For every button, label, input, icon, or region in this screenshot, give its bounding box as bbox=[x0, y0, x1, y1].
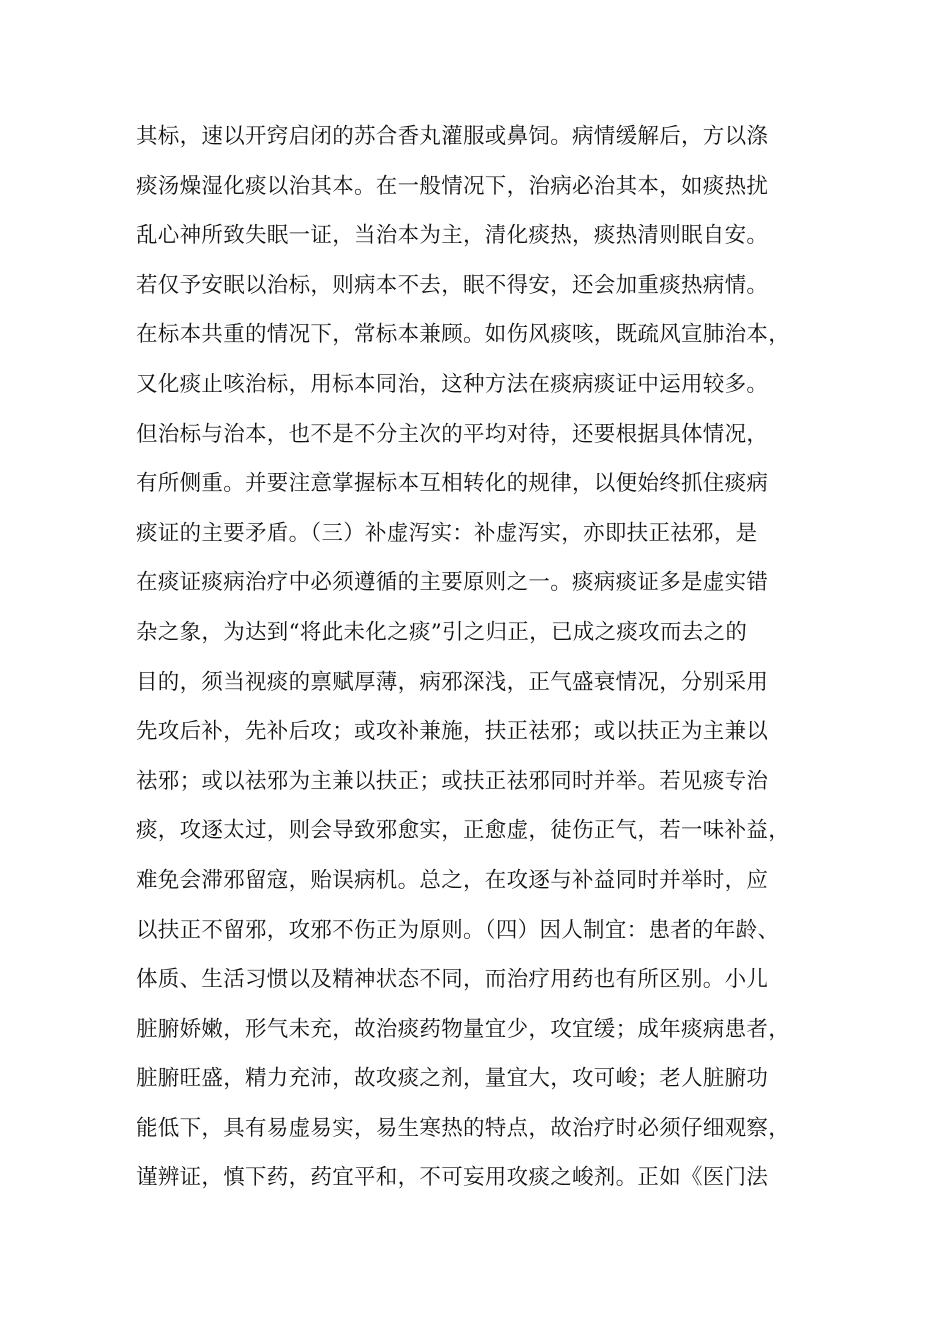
text-line: 在标本共重的情况下，常标本兼顾。如伤风痰咳，既疏风宣肺治本， bbox=[136, 322, 791, 348]
text-line: 在痰证痰病治疗中必须遵循的主要原则之一。痰病痰证多是虚实错 bbox=[136, 570, 769, 596]
text-line: 有所侧重。并要注意掌握标本互相转化的规律，以便始终抓住痰病 bbox=[136, 471, 769, 497]
text-line: 先攻后补，先补后攻；或攻补兼施，扶正祛邪；或以扶正为主兼以 bbox=[136, 719, 769, 745]
text-line: 痰证的主要矛盾。（三）补虚泻实：补虚泻实，亦即扶正祛邪，是 bbox=[136, 520, 758, 546]
text-line: 脏腑娇嫩，形气未充，故治痰药物量宜少，攻宜缓；成年痰病患者， bbox=[136, 1016, 791, 1042]
text-line: 杂之象，为达到“将此未化之痰”引之归正，已成之痰攻而去之的 bbox=[136, 619, 748, 645]
text-line: 痰，攻逐太过，则会导致邪愈实，正愈虚，徒伤正气，若一味补益， bbox=[136, 818, 791, 844]
text-line: 能低下，具有易虚易实，易生寒热的特点，故治疗时必须仔细观察， bbox=[136, 1115, 791, 1141]
text-line: 其标，速以开窍启闭的苏合香丸灌服或鼻饲。病情缓解后，方以涤 bbox=[136, 124, 769, 149]
text-line: 又化痰止咳治标，用标本同治，这种方法在痰病痰证中运用较多。 bbox=[136, 371, 769, 397]
body-text bbox=[136, 121, 816, 1212]
text-line: 痰汤燥湿化痰以治其本。在一般情况下，治病必治其本，如痰热扰 bbox=[136, 173, 769, 199]
text-line: 目的，须当视痰的禀赋厚薄，病邪深浅，正气盛衰情况，分别采用 bbox=[136, 669, 769, 695]
text-line: 祛邪；或以祛邪为主兼以扶正；或扶正祛邪同时并举。若见痰专治 bbox=[136, 768, 769, 794]
text-line: 体质、生活习惯以及精神状态不同，而治疗用药也有所区别。小儿 bbox=[136, 967, 769, 993]
text-line: 以扶正不留邪，攻邪不伤正为原则。（四）因人制宜：患者的年龄、 bbox=[136, 917, 780, 943]
text-line: 但治标与治本，也不是不分主次的平均对待，还要根据具体情况， bbox=[136, 421, 769, 447]
text-line: 若仅予安眠以治标，则病本不去，眠不得安，还会加重痰热病情。 bbox=[136, 272, 769, 298]
text-line: 乱心神所致失眠一证，当治本为主，清化痰热，痰热清则眠自安。 bbox=[136, 223, 769, 249]
text-line: 谨辨证，慎下药，药宜平和，不可妄用攻痰之峻剂。正如《医门法 bbox=[136, 1165, 769, 1191]
text-line: 脏腑旺盛，精力充沛，故攻痰之剂，量宜大，攻可峻；老人脏腑功 bbox=[136, 1066, 769, 1092]
text-line: 难免会滞邪留寇，贻误病机。总之，在攻逐与补益同时并举时，应 bbox=[136, 867, 769, 893]
